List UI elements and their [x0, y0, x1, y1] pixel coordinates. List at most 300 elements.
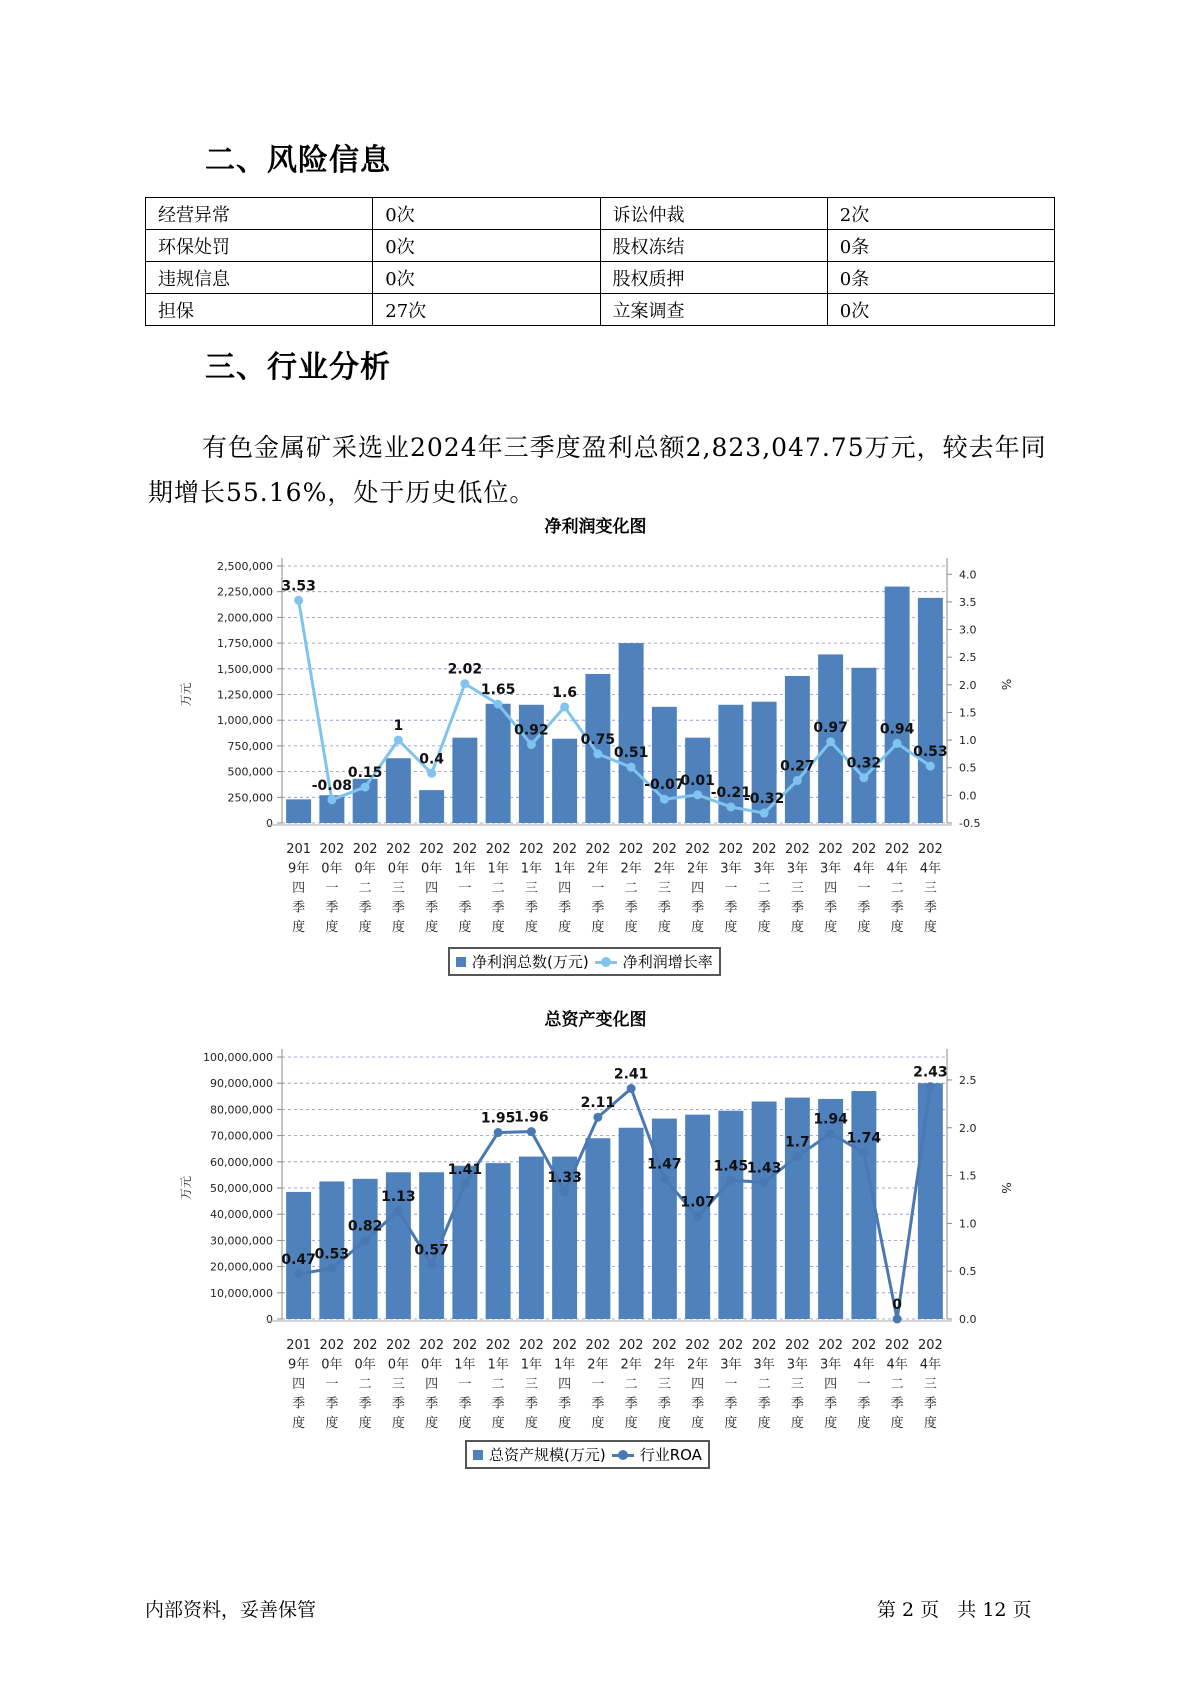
x-tick-label [818, 1338, 843, 1431]
x-tick-label-line: 202 [917, 842, 943, 857]
line-point [726, 1176, 735, 1185]
x-tick-label [885, 1338, 910, 1431]
right-tick-label: 0.5 [959, 761, 977, 775]
x-tick-label-line: 1年 [553, 861, 576, 877]
x-tick-label-line: 季 [624, 1396, 638, 1412]
x-tick-label-line: 三 [391, 881, 405, 896]
bar [652, 707, 677, 823]
x-tick-label-line: 二 [358, 881, 372, 896]
legend-line-swatch [595, 957, 617, 967]
line-data-label: 2.11 [580, 1095, 616, 1112]
x-tick-label-line: 202 [851, 1338, 877, 1353]
x-tick-label-line: 度 [890, 1416, 904, 1431]
x-tick-label [519, 1338, 544, 1431]
x-tick-label-line: 202 [419, 1338, 445, 1353]
line-point [660, 1174, 669, 1183]
x-tick-label-line: 季 [890, 900, 904, 916]
bar [519, 1157, 544, 1319]
left-tick-label: 1,250,000 [217, 688, 273, 702]
x-tick-label [386, 1338, 411, 1431]
x-tick-label-line: 一 [591, 881, 605, 896]
x-tick-label [718, 842, 743, 935]
x-tick-label [419, 842, 444, 935]
x-tick-label-line: 3年 [720, 1357, 742, 1373]
line-point [926, 1082, 935, 1091]
right-tick-label: 2.5 [959, 651, 977, 665]
bar [785, 676, 810, 823]
footer-page-number: 第 2 页 共 12 页 [877, 1599, 1032, 1621]
line-data-label: -0.08 [311, 777, 353, 794]
line-point [793, 1152, 802, 1161]
x-tick-label-line: 度 [824, 920, 838, 935]
x-tick-label-line: 202 [518, 842, 544, 857]
line-point [826, 737, 835, 746]
x-tick-label-line: 202 [452, 842, 478, 857]
bar [652, 1119, 677, 1319]
risk-item-label: 环保处罚 [146, 230, 373, 262]
left-tick-label: 1,000,000 [217, 714, 273, 728]
legend-bar-swatch [456, 957, 466, 967]
x-tick-label-line: 季 [458, 1396, 472, 1412]
x-tick-label-line: 一 [857, 881, 871, 896]
x-tick-label-line: 度 [524, 1416, 538, 1431]
x-tick-label-line: 3年 [720, 861, 742, 877]
x-tick-label-line: 四 [425, 881, 439, 896]
x-tick-label-line: 0年 [387, 861, 410, 877]
legend-bar-label: 总资产规模(万元) [489, 1446, 606, 1464]
x-tick-label [851, 842, 876, 935]
line-point [760, 809, 769, 818]
risk-item-value: 27次 [373, 294, 600, 326]
x-tick-label-line: 度 [691, 920, 705, 935]
x-tick-label-line: 9年 [287, 1357, 310, 1373]
left-tick-label: 500,000 [227, 765, 273, 779]
line-point [460, 1180, 469, 1189]
x-tick-label-line: 二 [624, 881, 638, 896]
bar [486, 704, 511, 823]
line-data-label: 0.57 [414, 1242, 449, 1259]
x-tick-label-line: 二 [757, 881, 771, 896]
x-tick-label [286, 1338, 311, 1431]
line-point [859, 773, 868, 782]
risk-item-value: 0条 [827, 262, 1054, 294]
line-data-label: 1.94 [813, 1111, 848, 1128]
x-tick-label-line: 202 [618, 1338, 644, 1353]
x-tick-label-line: 0年 [321, 861, 343, 877]
x-tick-label-line: 季 [890, 1396, 904, 1412]
line-data-label: 1.45 [713, 1158, 749, 1175]
x-tick-label-line: 度 [458, 1416, 472, 1431]
x-tick-label-line: 度 [491, 920, 505, 935]
x-tick-label-line: 三 [923, 1377, 937, 1392]
x-tick-label-line: 0年 [321, 1357, 343, 1373]
x-tick-label-line: 一 [325, 881, 339, 896]
line-point [527, 1127, 536, 1136]
line-point [826, 1129, 835, 1138]
x-tick-label-line: 四 [558, 1377, 572, 1392]
risk-item-label: 担保 [146, 294, 373, 326]
x-tick-label-line: 度 [491, 1416, 505, 1431]
line-point [793, 776, 802, 785]
right-tick-label: -0.5 [959, 817, 981, 830]
x-tick-label-line: 三 [657, 881, 671, 896]
x-tick-label-line: 季 [691, 900, 705, 916]
line-data-label: 1.47 [647, 1156, 682, 1173]
x-tick-label-line: 四 [292, 881, 306, 896]
x-tick-label-line: 0年 [387, 1357, 410, 1373]
legend-line-label: 净利润增长率 [622, 953, 713, 971]
x-tick-label-line: 季 [391, 1396, 405, 1412]
x-tick-label-line: 二 [757, 1377, 771, 1392]
x-tick-label-line: 202 [884, 1338, 910, 1353]
x-tick-label-line: 4年 [886, 1357, 908, 1373]
x-tick-label-line: 度 [790, 920, 804, 935]
x-tick-label-line: 202 [385, 842, 411, 857]
risk-item-value: 0条 [827, 230, 1054, 262]
x-tick-label-line: 季 [824, 1396, 838, 1412]
x-tick-label [619, 842, 644, 935]
risk-info-table [145, 197, 1055, 326]
line-data-label: -0.21 [710, 784, 752, 801]
x-tick-label-line: 度 [691, 1416, 705, 1431]
x-tick-label-line: 度 [292, 1416, 306, 1431]
line-point [760, 1178, 769, 1187]
x-tick-label-line: 一 [857, 1377, 871, 1392]
y-left-axis-label: 万元 [179, 1175, 193, 1201]
line-data-label: 1.6 [552, 684, 578, 701]
x-tick-label-line: 4年 [886, 861, 908, 877]
x-tick-label-line: 度 [657, 1416, 671, 1431]
bar [885, 587, 910, 823]
line-data-label: -0.32 [743, 791, 785, 808]
line-point [627, 1084, 636, 1093]
x-tick-label-line: 季 [657, 900, 671, 916]
left-tick-label: 20,000,000 [210, 1260, 273, 1274]
x-tick-label-line: 度 [325, 920, 339, 935]
x-tick-label [552, 1338, 577, 1431]
x-tick-label-line: 202 [751, 842, 777, 857]
line-point [560, 702, 569, 711]
x-tick-label-line: 202 [585, 842, 611, 857]
x-tick-label [652, 1338, 677, 1431]
x-tick-label-line: 度 [591, 1416, 605, 1431]
x-tick-label-line: 度 [923, 1416, 937, 1431]
chart-title-net-profit: 净利润变化图 [544, 517, 647, 537]
x-tick-label-line: 一 [325, 1377, 339, 1392]
total-assets-chart [0, 1035, 1191, 1431]
industry-analysis-paragraph: 有色金属矿采选业2024年三季度盈利总额2,823,047.75万元，较去年同期增长55.16%，处于历史低位。 [148, 433, 1047, 507]
x-tick-label-line: 1年 [454, 861, 476, 877]
line-point [527, 740, 536, 749]
x-tick-label-line: 202 [751, 1338, 777, 1353]
x-tick-label-line: 度 [358, 920, 372, 935]
line-point [427, 1260, 436, 1269]
right-tick-label: 0.0 [959, 789, 977, 803]
x-tick-label-line: 度 [624, 1416, 638, 1431]
net-profit-legend [448, 947, 721, 976]
x-tick-label-line: 2年 [587, 861, 609, 877]
line-data-label: 0.15 [347, 765, 383, 782]
line-point [427, 769, 436, 778]
left-tick-label: 80,000,000 [210, 1103, 273, 1117]
bar [851, 668, 876, 823]
table-row [146, 230, 1055, 262]
line-data-label: 0.53 [314, 1246, 350, 1263]
x-tick-label-line: 二 [890, 1377, 904, 1392]
x-tick-label-line: 季 [325, 900, 339, 916]
x-tick-label-line: 度 [524, 920, 538, 935]
risk-item-label: 股权冻结 [600, 230, 827, 262]
x-tick-label-line: 202 [585, 1338, 611, 1353]
x-tick-label [585, 1338, 610, 1431]
x-tick-label-line: 一 [458, 881, 472, 896]
x-tick-label-line: 2年 [620, 861, 642, 877]
x-tick-label-line: 3年 [819, 1357, 842, 1373]
line-point [394, 1206, 403, 1215]
line-point [327, 1264, 336, 1273]
x-tick-label-line: 季 [724, 1396, 738, 1412]
x-tick-label-line: 二 [624, 1377, 638, 1392]
line-point [660, 795, 669, 804]
legend-line-swatch [612, 1450, 634, 1460]
risk-item-label: 股权质押 [600, 262, 827, 294]
bar [752, 1102, 777, 1319]
x-tick-label-line: 四 [691, 881, 705, 896]
x-tick-label [818, 842, 843, 935]
x-tick-label-line: 4年 [919, 1357, 942, 1373]
line-data-label: 1.96 [514, 1109, 549, 1126]
x-tick-label-line: 季 [425, 900, 439, 916]
x-tick-label-line: 三 [790, 881, 804, 896]
x-tick-label-line: 季 [657, 1396, 671, 1412]
left-tick-label: 1,500,000 [217, 662, 273, 676]
line-point [593, 1113, 602, 1122]
x-tick-label-line: 度 [857, 1416, 871, 1431]
line-data-label: 3.53 [281, 578, 316, 595]
x-tick-label-line: 202 [518, 1338, 544, 1353]
line-data-label: 0.53 [913, 744, 948, 761]
x-tick-label-line: 四 [292, 1377, 306, 1392]
left-tick-label: 250,000 [227, 791, 273, 805]
line-data-label: 1.65 [480, 682, 516, 699]
x-tick-label-line: 202 [784, 1338, 810, 1353]
x-tick-label-line: 季 [790, 900, 804, 916]
bar [286, 799, 311, 823]
footer-confidential: 内部资料，妥善保管 [145, 1599, 317, 1621]
x-tick-label-line: 三 [657, 1377, 671, 1392]
line-data-label: 1.43 [746, 1160, 782, 1177]
x-tick-label-line: 1年 [487, 861, 509, 877]
left-tick-label: 750,000 [227, 739, 273, 753]
x-tick-label-line: 三 [524, 1377, 538, 1392]
x-tick-label-line: 三 [524, 881, 538, 896]
right-tick-label: 2.0 [959, 678, 977, 692]
bar [619, 1128, 644, 1319]
line-point [361, 783, 370, 792]
left-tick-label: 2,500,000 [217, 560, 273, 573]
x-tick-label [519, 842, 544, 935]
table-row [146, 294, 1055, 326]
right-tick-label: 2.5 [959, 1073, 977, 1087]
right-tick-label: 1.5 [959, 1169, 977, 1183]
x-tick-label-line: 度 [757, 1416, 771, 1431]
line-point [726, 802, 735, 811]
risk-item-value: 0次 [373, 230, 600, 262]
line-data-label: 0.47 [281, 1252, 316, 1269]
line-point [361, 1236, 370, 1245]
x-tick-label-line: 202 [784, 842, 810, 857]
x-tick-label-line: 三 [790, 1377, 804, 1392]
x-tick-label-line: 202 [818, 1338, 844, 1353]
line-data-label: 2.02 [447, 661, 483, 678]
x-tick-label-line: 202 [685, 1338, 711, 1353]
x-tick-label-line: 季 [391, 900, 405, 916]
x-tick-label [918, 842, 943, 935]
x-tick-label-line: 1年 [487, 1357, 509, 1373]
x-tick-label-line: 度 [657, 920, 671, 935]
left-tick-label: 30,000,000 [210, 1234, 273, 1248]
x-tick-label-line: 季 [691, 1396, 705, 1412]
x-tick-label-line: 四 [691, 1377, 705, 1392]
x-tick-label-line: 202 [419, 842, 445, 857]
line-data-label: -0.07 [644, 777, 685, 794]
x-tick-label [885, 842, 910, 935]
x-tick-label-line: 度 [391, 920, 405, 935]
risk-item-label: 违规信息 [146, 262, 373, 294]
x-tick-label-line: 3年 [819, 861, 842, 877]
x-tick-label-line: 季 [591, 900, 605, 916]
line-data-label: 0 [892, 1297, 902, 1313]
x-tick-label-line: 1年 [454, 1357, 476, 1373]
x-tick-label-line: 季 [757, 900, 771, 916]
x-tick-label-line: 季 [491, 900, 505, 916]
line-data-label: 0.82 [347, 1218, 383, 1235]
x-tick-label-line: 2年 [653, 861, 676, 877]
x-tick-label-line: 202 [552, 842, 578, 857]
risk-item-label: 经营异常 [146, 198, 373, 230]
x-tick-label [353, 842, 378, 935]
x-tick-label-line: 季 [591, 1396, 605, 1412]
bar [419, 790, 444, 823]
right-tick-label: 3.0 [959, 623, 977, 637]
line-data-label: 1.13 [381, 1188, 416, 1205]
x-tick-label-line: 季 [524, 900, 538, 916]
bar [486, 1163, 511, 1319]
x-tick-label-line: 0年 [354, 1357, 376, 1373]
x-tick-label-line: 0年 [420, 1357, 443, 1373]
left-tick-label: 90,000,000 [210, 1077, 273, 1091]
x-tick-label [685, 842, 710, 935]
risk-item-value: 0次 [373, 198, 600, 230]
x-tick-label [486, 1338, 511, 1431]
bar [785, 1098, 810, 1319]
x-tick-label-line: 202 [651, 842, 677, 857]
line-data-label: 0.32 [846, 755, 882, 772]
x-tick-label [752, 1338, 777, 1431]
left-tick-label: 2,250,000 [217, 585, 273, 599]
left-tick-label: 2,000,000 [217, 611, 273, 625]
x-tick-label-line: 0年 [420, 861, 443, 877]
left-tick-label: 100,000,000 [203, 1051, 273, 1064]
x-tick-label-line: 度 [292, 920, 306, 935]
x-tick-label-line: 季 [325, 1396, 339, 1412]
x-tick-label-line: 202 [352, 842, 378, 857]
risk-item-value: 0次 [827, 294, 1054, 326]
left-tick-label: 0 [266, 817, 273, 830]
line-data-label: 1.7 [784, 1134, 810, 1151]
bar [585, 1138, 610, 1319]
x-tick-label-line: 202 [851, 842, 877, 857]
x-tick-label-line: 2年 [653, 1357, 676, 1373]
x-tick-label-line: 季 [857, 900, 871, 916]
x-tick-label-line: 四 [558, 881, 572, 896]
x-tick-label [619, 1338, 644, 1431]
x-tick-label-line: 202 [319, 1338, 345, 1353]
x-tick-label [452, 1338, 477, 1431]
x-tick-label-line: 度 [558, 1416, 572, 1431]
x-tick-label-line: 一 [724, 1377, 738, 1392]
x-tick-label-line: 1年 [553, 1357, 576, 1373]
line-data-label: 0.51 [613, 745, 649, 762]
x-tick-label-line: 度 [325, 1416, 339, 1431]
net-profit-chart [0, 540, 1191, 935]
line-point [926, 762, 935, 771]
x-tick-label [851, 1338, 876, 1431]
risk-item-value: 2次 [827, 198, 1054, 230]
x-tick-label-line: 季 [757, 1396, 771, 1412]
line-point [693, 1212, 702, 1221]
line-point [294, 596, 303, 605]
x-tick-label-line: 3年 [753, 861, 775, 877]
x-tick-label [353, 1338, 378, 1431]
x-tick-label-line: 度 [358, 1416, 372, 1431]
line-data-label: 0.97 [813, 719, 848, 736]
table-row [146, 262, 1055, 294]
x-tick-label [685, 1338, 710, 1431]
x-tick-label-line: 202 [685, 842, 711, 857]
line-data-label: 0.92 [514, 722, 549, 739]
section-title-risk: 二、风险信息 [205, 143, 391, 178]
line-data-label: 1 [393, 718, 404, 735]
x-tick-label-line: 季 [425, 1396, 439, 1412]
line-data-label: 2.43 [913, 1064, 948, 1081]
line-data-label: 0.27 [780, 758, 815, 775]
y-left-axis-label: 万元 [179, 682, 193, 707]
legend-line-label: 行业ROA [639, 1446, 702, 1464]
line-data-label: 0.01 [680, 772, 715, 789]
x-tick-label-line: 3年 [753, 1357, 775, 1373]
bar [718, 1111, 743, 1319]
x-tick-label-line: 2年 [620, 1357, 642, 1373]
line-data-label: 1.41 [447, 1162, 483, 1179]
line-point [494, 1128, 503, 1137]
line-data-label: 2.41 [613, 1066, 649, 1083]
x-tick-label-line: 季 [358, 900, 372, 916]
x-tick-label [486, 842, 511, 935]
x-tick-label-line: 季 [724, 900, 738, 916]
x-tick-label-line: 度 [790, 1416, 804, 1431]
x-tick-label-line: 三 [923, 881, 937, 896]
x-tick-label-line: 202 [352, 1338, 378, 1353]
x-tick-label-line: 202 [884, 842, 910, 857]
x-tick-label-line: 度 [857, 920, 871, 935]
x-tick-label-line: 202 [385, 1338, 411, 1353]
bar [386, 758, 411, 823]
x-tick-label-line: 202 [651, 1338, 677, 1353]
x-tick-label-line: 202 [485, 1338, 511, 1353]
table-row [146, 198, 1055, 230]
bar [851, 1091, 876, 1319]
